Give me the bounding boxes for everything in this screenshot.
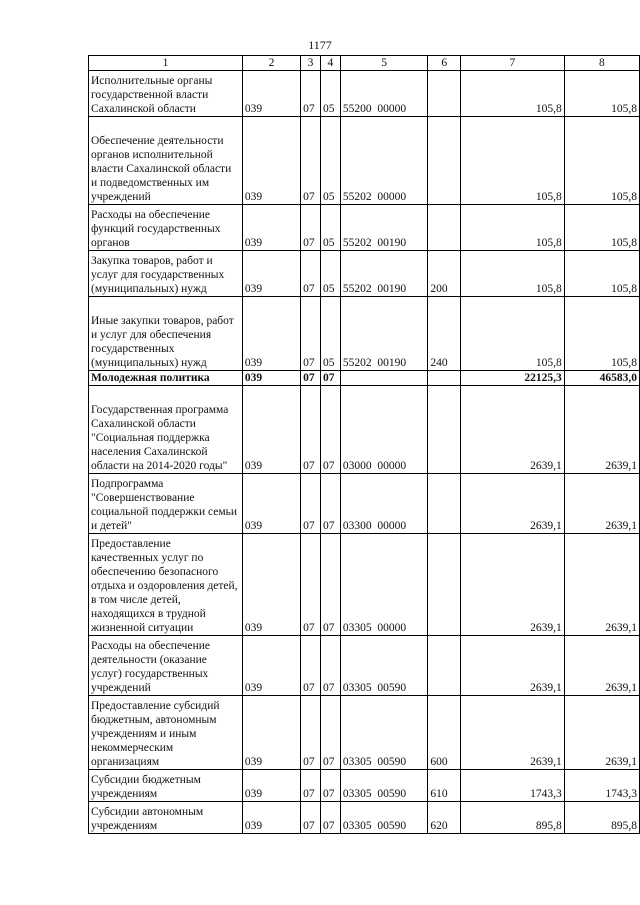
amount-year-1-cell: 105,8	[461, 117, 565, 205]
amount-year-2-cell: 1743,3	[564, 770, 639, 802]
row-name-cell: Иные закупки товаров, работ и услуг для обеспечения государственных (муниципальных) нужд	[89, 297, 243, 371]
ministry-code-cell: 039	[242, 386, 300, 474]
ministry-code-cell: 039	[242, 251, 300, 297]
amount-year-2-cell: 105,8	[564, 117, 639, 205]
amount-year-2-cell: 105,8	[564, 297, 639, 371]
amount-year-2-cell: 2639,1	[564, 696, 639, 770]
header-cell-4: 4	[320, 56, 340, 71]
table-row	[89, 636, 640, 696]
amount-year-1-cell: 105,8	[461, 205, 565, 251]
amount-year-2-cell: 105,8	[564, 71, 639, 117]
amount-year-1-cell: 2639,1	[461, 636, 565, 696]
amount-year-2-cell: 2639,1	[564, 474, 639, 534]
table-row	[89, 205, 640, 251]
header-cell-2: 2	[242, 56, 300, 71]
target-article-cell: 03305 00590	[340, 802, 428, 834]
table-row	[89, 371, 640, 386]
table-row	[89, 696, 640, 770]
table-row	[89, 802, 640, 834]
expense-type-cell: 200	[428, 251, 461, 297]
section-code-cell: 07	[301, 802, 321, 834]
header-cell-6: 6	[428, 56, 461, 71]
row-name-cell: Государственная программа Сахалинской области "Социальная поддержка населения Сахалинской области на 2014-2020 годы"	[89, 386, 243, 474]
row-name-cell: Молодежная политика	[89, 371, 243, 386]
subsection-code-cell: 07	[320, 534, 340, 636]
table-row	[89, 251, 640, 297]
row-name-cell: Предоставление субсидий бюджетным, автономным учреждениям и иным некоммерческим организациям	[89, 696, 243, 770]
header-cell-8: 8	[564, 56, 639, 71]
subsection-code-cell: 07	[320, 474, 340, 534]
table-row	[89, 386, 640, 474]
row-name-cell: Закупка товаров, работ и услуг для государственных (муниципальных) нужд	[89, 251, 243, 297]
target-article-cell: 55202 00000	[340, 117, 428, 205]
amount-year-2-cell: 2639,1	[564, 636, 639, 696]
amount-year-1-cell: 105,8	[461, 297, 565, 371]
row-name-cell: Предоставление качественных услуг по обеспечению безопасного отдыха и оздоровления детей, в том числе детей, находящихся в трудной жизненной ситуации	[89, 534, 243, 636]
section-code-cell: 07	[301, 636, 321, 696]
amount-year-2-cell: 46583,0	[564, 371, 639, 386]
section-code-cell: 07	[301, 534, 321, 636]
ministry-code-cell: 039	[242, 534, 300, 636]
amount-year-1-cell: 105,8	[461, 71, 565, 117]
amount-year-2-cell: 2639,1	[564, 386, 639, 474]
section-code-cell: 07	[301, 251, 321, 297]
section-code-cell: 07	[301, 205, 321, 251]
ministry-code-cell: 039	[242, 117, 300, 205]
table-body	[89, 56, 640, 834]
section-code-cell: 07	[301, 386, 321, 474]
table-row	[89, 297, 640, 371]
subsection-code-cell: 07	[320, 636, 340, 696]
target-article-cell	[340, 371, 428, 386]
expense-type-cell	[428, 371, 461, 386]
target-article-cell: 55202 00190	[340, 205, 428, 251]
amount-year-1-cell: 895,8	[461, 802, 565, 834]
amount-year-1-cell: 22125,3	[461, 371, 565, 386]
section-code-cell: 07	[301, 297, 321, 371]
subsection-code-cell: 05	[320, 71, 340, 117]
row-name-cell: Субсидии автономным учреждениям	[89, 802, 243, 834]
expense-type-cell: 600	[428, 696, 461, 770]
expense-type-cell	[428, 117, 461, 205]
amount-year-2-cell: 2639,1	[564, 534, 639, 636]
ministry-code-cell: 039	[242, 205, 300, 251]
amount-year-1-cell: 2639,1	[461, 474, 565, 534]
table-row	[89, 534, 640, 636]
target-article-cell: 03305 00590	[340, 770, 428, 802]
subsection-code-cell: 05	[320, 117, 340, 205]
target-article-cell: 03305 00000	[340, 534, 428, 636]
table-row	[89, 71, 640, 117]
target-article-cell: 55202 00190	[340, 297, 428, 371]
expense-type-cell	[428, 71, 461, 117]
subsection-code-cell: 05	[320, 251, 340, 297]
target-article-cell: 03305 00590	[340, 696, 428, 770]
amount-year-1-cell: 1743,3	[461, 770, 565, 802]
amount-year-2-cell: 105,8	[564, 205, 639, 251]
ministry-code-cell: 039	[242, 636, 300, 696]
expense-type-cell	[428, 386, 461, 474]
section-code-cell: 07	[301, 371, 321, 386]
row-name-cell: Обеспечение деятельности органов исполнительной власти Сахалинской области и подведомственных им учреждений	[89, 117, 243, 205]
ministry-code-cell: 039	[242, 770, 300, 802]
header-cell-1: 1	[89, 56, 243, 71]
header-cell-7: 7	[461, 56, 565, 71]
subsection-code-cell: 07	[320, 802, 340, 834]
table-row	[89, 770, 640, 802]
section-code-cell: 07	[301, 474, 321, 534]
expense-type-cell	[428, 636, 461, 696]
expense-type-cell: 620	[428, 802, 461, 834]
target-article-cell: 03000 00000	[340, 386, 428, 474]
amount-year-2-cell: 105,8	[564, 251, 639, 297]
ministry-code-cell: 039	[242, 696, 300, 770]
subsection-code-cell: 05	[320, 297, 340, 371]
header-row	[89, 56, 640, 71]
target-article-cell: 03305 00590	[340, 636, 428, 696]
expense-type-cell: 610	[428, 770, 461, 802]
target-article-cell: 55202 00190	[340, 251, 428, 297]
amount-year-1-cell: 2639,1	[461, 534, 565, 636]
section-code-cell: 07	[301, 770, 321, 802]
section-code-cell: 07	[301, 71, 321, 117]
subsection-code-cell: 07	[320, 371, 340, 386]
row-name-cell: Исполнительные органы государственной власти Сахалинской области	[89, 71, 243, 117]
expense-type-cell	[428, 534, 461, 636]
section-code-cell: 07	[301, 117, 321, 205]
ministry-code-cell: 039	[242, 71, 300, 117]
subsection-code-cell: 07	[320, 770, 340, 802]
amount-year-2-cell: 895,8	[564, 802, 639, 834]
ministry-code-cell: 039	[242, 371, 300, 386]
page-number: 1177	[308, 38, 332, 52]
table-row	[89, 117, 640, 205]
amount-year-1-cell: 2639,1	[461, 386, 565, 474]
expense-type-cell: 240	[428, 297, 461, 371]
row-name-cell: Расходы на обеспечение деятельности (оказание услуг) государственных учреждений	[89, 636, 243, 696]
subsection-code-cell: 07	[320, 696, 340, 770]
amount-year-1-cell: 105,8	[461, 251, 565, 297]
subsection-code-cell: 05	[320, 205, 340, 251]
header-cell-3: 3	[301, 56, 321, 71]
ministry-code-cell: 039	[242, 297, 300, 371]
amount-year-1-cell: 2639,1	[461, 696, 565, 770]
budget-table	[88, 55, 640, 834]
row-name-cell: Расходы на обеспечение функций государственных органов	[89, 205, 243, 251]
expense-type-cell	[428, 474, 461, 534]
header-cell-5: 5	[340, 56, 428, 71]
target-article-cell: 03300 00000	[340, 474, 428, 534]
row-name-cell: Субсидии бюджетным учреждениям	[89, 770, 243, 802]
ministry-code-cell: 039	[242, 474, 300, 534]
table-row	[89, 474, 640, 534]
ministry-code-cell: 039	[242, 802, 300, 834]
section-code-cell: 07	[301, 696, 321, 770]
subsection-code-cell: 07	[320, 386, 340, 474]
expense-type-cell	[428, 205, 461, 251]
row-name-cell: Подпрограмма "Совершенствование социальной поддержки семьи и детей"	[89, 474, 243, 534]
target-article-cell: 55200 00000	[340, 71, 428, 117]
